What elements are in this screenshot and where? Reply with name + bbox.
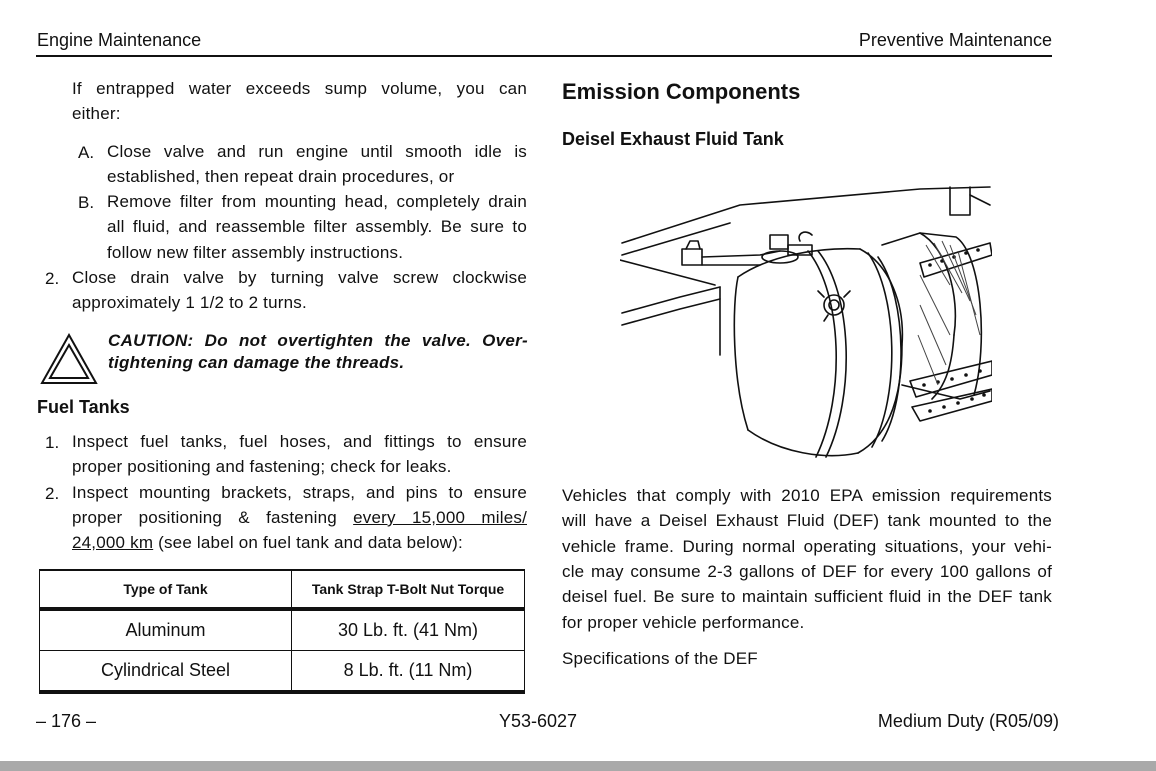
header-section-title: Engine Maintenance xyxy=(37,30,202,50)
fuel-item-2-text: (see label on fuel tank and data below): xyxy=(153,533,463,552)
def-paragraph-line: for proper vehicle performance. xyxy=(562,613,805,632)
fuel-item-2-line xyxy=(72,530,463,556)
def-specs-line: Specifications of the DEF xyxy=(562,649,758,668)
caution-line: tightening can damage the threads. xyxy=(108,353,405,372)
table-cell-type: Aluminum xyxy=(40,609,292,651)
option-b-line: all fluid, and reassemble filter assembly. Be sure to xyxy=(107,217,527,236)
fuel-item-2-text: proper positioning & fastening xyxy=(72,508,354,527)
subsection-title: Deisel Exhaust Fluid Tank xyxy=(562,129,784,149)
table-cell-torque: 8 Lb. ft. (11 Nm) xyxy=(292,651,525,693)
caution-triangle-icon xyxy=(40,333,98,385)
table-header-type: Type of Tank xyxy=(40,570,292,609)
table-header-torque: Tank Strap T-Bolt Nut Torque xyxy=(292,570,525,609)
fuel-tanks-heading: Fuel Tanks xyxy=(37,397,130,417)
fuel-item-2-number: 2. xyxy=(45,484,60,503)
option-a-line: Close valve and run engine until smooth idle is xyxy=(107,142,527,161)
def-paragraph-line: will have a Deisel Exhaust Fluid (DEF) tank mounted to the xyxy=(562,511,1052,530)
document-code: Y53-6027 xyxy=(499,711,578,731)
inspection-interval-km: 24,000 km xyxy=(72,533,154,552)
step-2-line: approximately 1 1/2 to 2 turns. xyxy=(72,293,307,312)
fuel-item-1-line: proper positioning and fastening; check for leaks. xyxy=(72,457,452,476)
def-paragraph-line: deisel fuel. Be sure to maintain sufficient fluid in the DEF tank xyxy=(562,587,1052,606)
section-title: Emission Components xyxy=(562,79,801,104)
fuel-item-1-number: 1. xyxy=(45,433,60,452)
step-2-number: 2. xyxy=(45,269,60,288)
def-paragraph-line: cle may consume 2-3 gallons of DEF for every 100 gallons of xyxy=(562,562,1052,581)
def-paragraph-line: vehicle frame. During normal operating situations, your vehi- xyxy=(562,537,1052,556)
option-b-letter: B. xyxy=(78,193,95,212)
inspection-interval: every 15,000 miles/ xyxy=(353,508,527,527)
fuel-item-1-line: Inspect fuel tanks, fuel hoses, and fittings to ensure xyxy=(72,432,527,451)
option-a-line: established, then repeat drain procedures, or xyxy=(107,167,455,186)
viewer-bottom-bar xyxy=(0,761,1156,771)
def-tank-illustration xyxy=(620,185,992,467)
def-paragraph-line: Vehicles that comply with 2010 EPA emission requirements xyxy=(562,486,1052,505)
table-row xyxy=(40,609,525,651)
torque-table xyxy=(39,569,525,694)
step-2-line: Close drain valve by turning valve screw clockwise xyxy=(72,268,527,287)
table-cell-torque: 30 Lb. ft. (41 Nm) xyxy=(292,609,525,651)
table-cell-type: Cylindrical Steel xyxy=(40,651,292,693)
option-b-line: Remove filter from mounting head, completely drain xyxy=(107,192,527,211)
option-a-letter: A. xyxy=(78,143,95,162)
fuel-item-2-line: Inspect mounting brackets, straps, and pins to ensure xyxy=(72,483,527,502)
header-chapter-title: Preventive Maintenance xyxy=(858,30,1052,50)
header-rule xyxy=(36,55,1052,57)
intro-line: either: xyxy=(72,104,121,123)
intro-line: If entrapped water exceeds sump volume, you can xyxy=(72,79,527,98)
caution-line: CAUTION: Do not overtighten the valve. Over- xyxy=(108,331,528,350)
table-row xyxy=(40,651,525,693)
option-b-line: follow new filter assembly instructions. xyxy=(107,243,404,262)
page-number: – 176 – xyxy=(36,711,97,731)
fuel-item-2-line xyxy=(72,505,527,531)
edition-label: Medium Duty (R05/09) xyxy=(877,711,1059,731)
